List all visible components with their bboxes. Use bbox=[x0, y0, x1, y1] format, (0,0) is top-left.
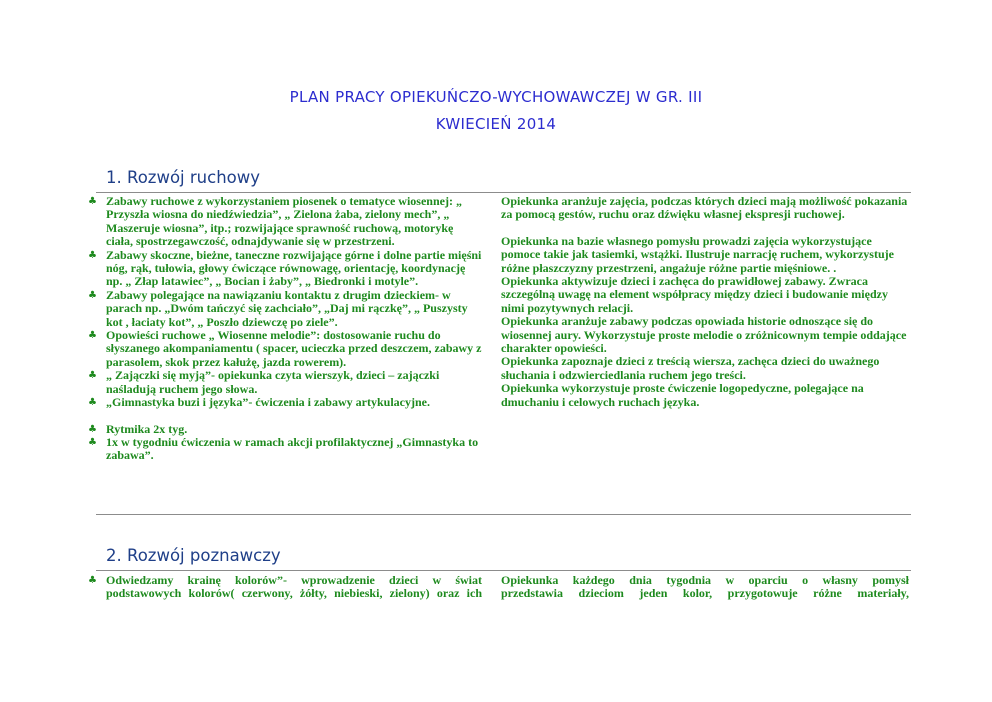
section-heading-motor: 1. Rozwój ruchowy bbox=[106, 168, 261, 187]
caregiver-paragraph: Opiekunka wykorzystuje proste ćwiczenie logopedyczne, polegające na dmuchaniu i celowych ruchach języka. bbox=[501, 381, 864, 409]
list-item: ♣ „Gimnastyka buzi i języka”- ćwiczenia i zabawy artykulacyjne. bbox=[88, 395, 430, 410]
list-item: ♣ Opowieści ruchowe „ Wiosenne melodie”: dostosowanie ruchu do słyszanego akompaniamentu ( spacer, ucieczka przed deszczem, zabawy z parasolem, skok przez kałużę, jazda rowerem). bbox=[88, 328, 482, 369]
motor-activities-column bbox=[88, 195, 482, 463]
section-rule-top bbox=[96, 192, 911, 193]
cognitive-activities-column bbox=[88, 574, 482, 601]
caregiver-role-column-2: Opiekunka każdego dnia tygodnia w oparciu o własny pomysł przedstawia dzieciom jeden kolor, przygotowuje różne materiały, bbox=[501, 573, 909, 601]
club-bullet-icon: ♣ bbox=[88, 289, 97, 301]
section-rule-bottom bbox=[96, 514, 911, 515]
section-rule-top bbox=[96, 570, 911, 571]
caregiver-role-column bbox=[501, 195, 909, 409]
caregiver-paragraph: Opiekunka na bazie własnego pomysłu prowadzi zajęcia wykorzystujące pomoce takie jak tasiemki, wstążki. Ilustruje narrację ruchem, wykorzystuje różne płaszczyzny przestrzeni, angażuje różne partie mięśniowe. . bbox=[501, 233, 894, 275]
list-item: ♣ Rytmika 2x tyg. bbox=[88, 421, 188, 436]
caregiver-paragraph: Opiekunka każdego dnia tygodnia w oparciu o własny pomysł bbox=[501, 573, 909, 587]
club-bullet-icon: ♣ bbox=[88, 196, 97, 207]
document-title: PLAN PRACY OPIEKUŃCZO-WYCHOWAWCZEJ W GR. III bbox=[289, 88, 703, 106]
club-bullet-icon: ♣ bbox=[88, 575, 97, 586]
club-bullet-icon: ♣ bbox=[88, 423, 97, 435]
list-item: ♣ Zabawy polegające na nawiązaniu kontaktu z drugim dzieckiem- w parach np. „Dwóm tańczyć się zachciało”, „Daj mi rączkę”, „ Puszysty kot , łaciaty kot”, „ Poszło dziewczę po ziele”. bbox=[88, 287, 468, 329]
list-item: ♣ Odwiedzamy krainę kolorów”- wprowadzenie dzieci w świat podstawowych kolorów( czerwony, żółty, niebieski, zielony) oraz ich bbox=[88, 573, 482, 601]
list-item: ♣ Zabawy skoczne, bieżne, taneczne rozwijające górne i dolne partie mięśni nóg, rąk, tułowia, głowy ćwiczące równowagę, orientację, koordynację np. „ Złap latawiec”, „ Bocian i żaby”, „ Biedronki i motyle”. bbox=[88, 247, 482, 289]
club-bullet-icon: ♣ bbox=[88, 370, 97, 382]
list-item: ♣ 1x w tygodniu ćwiczenia w ramach akcji profilaktycznej „Gimnastyka to zabawa”. bbox=[88, 434, 479, 463]
document-subtitle-month: KWIECIEŃ 2014 bbox=[435, 115, 557, 133]
caregiver-paragraph: Opiekunka aranżuje zabawy podczas opowiada historie odnoszące się do wiosennej aury. Wykorzystuje proste melodie o zróżnicownym tempie oddające charakter opowieści. bbox=[501, 314, 907, 356]
club-bullet-icon: ♣ bbox=[88, 436, 97, 448]
list-item: ♣ „ Zajączki się myją”- opiekunka czyta wierszyk, dzieci – zajączki naśladują ruchem jego słowa. bbox=[88, 368, 440, 396]
caregiver-paragraph: Opiekunka zapoznaje dzieci z treścią wiersza, zachęca dzieci do uważnego słuchania i odzwierciedlania ruchem jego treści. bbox=[501, 354, 880, 382]
section-heading-cognitive: 2. Rozwój poznawczy bbox=[106, 546, 281, 565]
caregiver-paragraph: Opiekunka aktywizuje dzieci i zachęca do prawidłowej zabawy. Zwraca szczególną uwagę na element współpracy między dzieci i budowanie między nimi pozytywnych relacji. bbox=[501, 274, 888, 315]
caregiver-paragraph: Opiekunka aranżuje zajęcia, podczas których dzieci mają możliwość pokazania za pomocą gestów, ruchu oraz dźwięku własnej ekspresji ruchowej. bbox=[501, 194, 908, 222]
club-bullet-icon: ♣ bbox=[88, 330, 97, 342]
club-bullet-icon: ♣ bbox=[88, 397, 97, 409]
club-bullet-icon: ♣ bbox=[88, 249, 97, 261]
list-item: ♣ Zabawy ruchowe z wykorzystaniem piosenek o tematyce wiosennej: „ Przyszła wiosna do niedźwiedzia”, „ Zielona żaba, zielony mech”, „ Maszeruje wiosna”, itp.; rozwijające sprawność ruchową, motorykę ciała, spostrzegawczość, odnajdywanie się w przestrzeni. bbox=[88, 194, 462, 249]
